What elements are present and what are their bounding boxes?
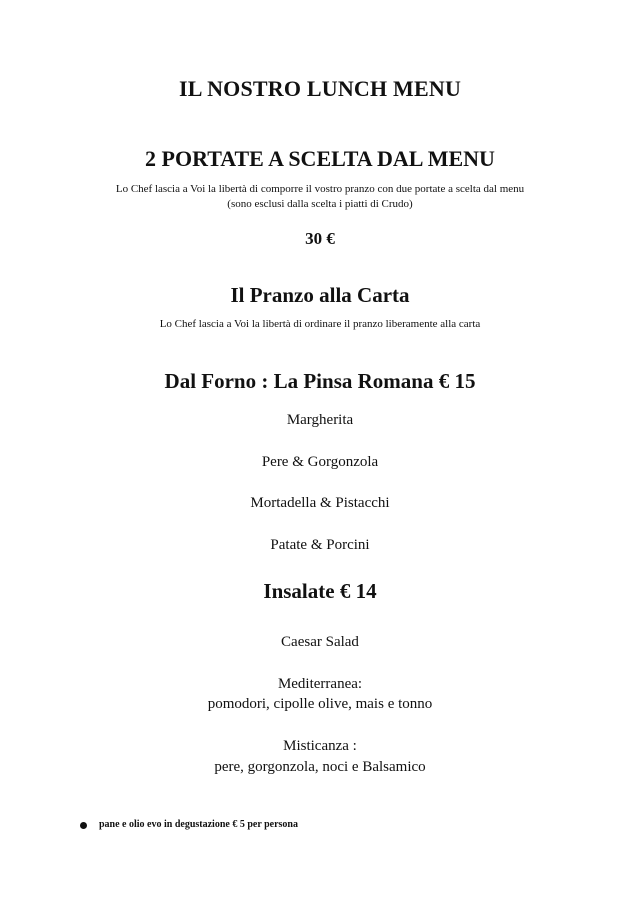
pinsa-item-mortadella-pistacchi: Mortadella & Pistacchi	[250, 495, 390, 511]
salad-item-mediterranea: Mediterranea:	[277, 676, 363, 692]
salad-item-misticanza: Misticanza :	[283, 738, 357, 754]
pinsa-item-pere-gorgonzola: Pere & Gorgonzola	[261, 454, 379, 470]
forno-heading: Dal Forno : La Pinsa Romana € 15	[164, 369, 476, 393]
carta-note: Lo Chef lascia a Voi la libertà di ordinare il pranzo liberamente alla carta	[159, 318, 481, 330]
pinsa-item-patate-porcini: Patate & Porcini	[270, 537, 370, 553]
fixed-menu-heading: 2 PORTATE A SCELTA DAL MENU	[145, 146, 495, 171]
bullet-icon	[80, 822, 87, 829]
menu-title: IL NOSTRO LUNCH MENU	[178, 76, 462, 101]
carta-heading: Il Pranzo alla Carta	[230, 283, 410, 307]
salad-item-caesar: Caesar Salad	[281, 634, 359, 650]
insalate-heading: Insalate € 14	[263, 579, 377, 603]
fixed-menu-note-line1: Lo Chef lascia a Voi la libertà di comporre il vostro pranzo con due portate a scelta dal menu	[115, 183, 525, 195]
footer-note: pane e olio evo in degustazione € 5 per persona	[99, 819, 298, 830]
salad-desc-misticanza: pere, gorgonzola, noci e Balsamico	[214, 759, 426, 775]
fixed-menu-note-line2: (sono esclusi dalla scelta i piatti di Crudo)	[227, 198, 413, 210]
salad-desc-mediterranea: pomodori, cipolle olive, mais e tonno	[207, 696, 433, 712]
pinsa-item-margherita: Margherita	[286, 412, 354, 428]
fixed-menu-price: 30 €	[305, 229, 335, 248]
